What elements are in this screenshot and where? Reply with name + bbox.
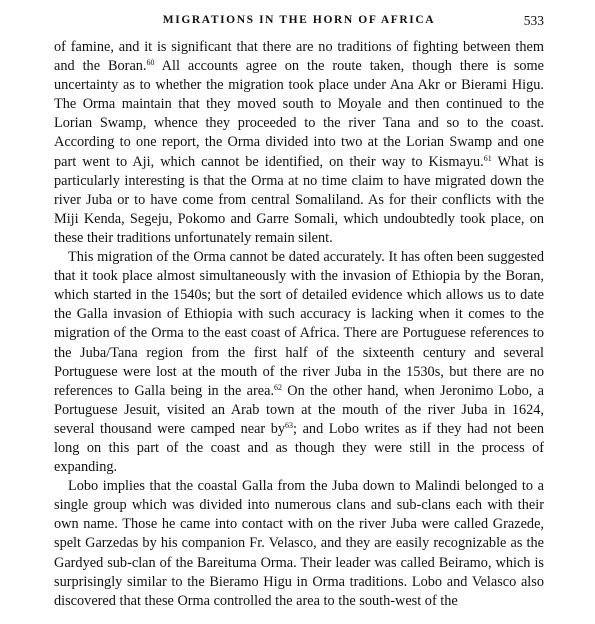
footnote-marker: 60 xyxy=(146,58,155,68)
text-run: Lobo implies that the coastal Galla from the Juba down to Malindi belonged to a single group which was divided into numerous clans and sub-clans each with their own name. Those he came into contact with on the river Juba were called Grazede, spelt Garzedas by his companion Fr. Velasco, and they are easily recognizable as the Gardyed sub-clan of the Bareituma Orma. Their leader was called Beiramo, which is surprisingly similar to the Bieramo Higu in Orma traditions. Lobo and Velasco also discovered that these Orma controlled the area to the south-west of the xyxy=(54,478,544,609)
text-run: On the other hand, when Jeronimo Lobo, a Portuguese Jesuit, visited an Arab town at the mouth of the river Juba in 1624, several thousand were camped near by xyxy=(54,382,544,437)
body-text xyxy=(54,38,544,611)
text-run: of famine, and it is significant that there are no traditions of fighting between them and the Boran. xyxy=(54,39,544,75)
running-header xyxy=(54,14,544,36)
text-run: This migration of the Orma cannot be dated accurately. It has often been suggested that it took place almost simultaneously with the invasion of Ethiopia by the Boran, which started in the 1540s; but the sort of detailed evidence which allows us to date the Galla invasion of Ethiopia with such accuracy is lacking when it comes to the migration of the Orma to the east coast of Africa. There are Portuguese references to the Juba/Tana region from the first half of the sixteenth century and several Portuguese were lost at the mouth of the river Juba in the 1530s, but there are no references to Galla being in the area. xyxy=(54,249,544,399)
footnote-marker: 61 xyxy=(483,153,492,163)
paragraph-1 xyxy=(54,38,544,248)
text-run: ; and Lobo writes as if they had not been long on this part of the coast and as though they were still in the process of expanding. xyxy=(54,420,544,476)
text-run: All accounts agree on the route taken, though there is some uncertainty as to whether the migration took place under Ana Akr or Bierami Higu. The Orma maintain that they moved south to Moyale and then continued to the Lorian Swamp, whence they proceeded to the river Tana and so to the coast. According to one report, the Orma divided into two at the Lorian Swamp and one part went to Aji, which cannot be identified, on their way to Kismayu. xyxy=(54,58,544,170)
book-page xyxy=(54,14,544,611)
paragraph-3 xyxy=(54,477,544,611)
footnote-marker: 62 xyxy=(274,382,283,392)
footnote-marker: 63 xyxy=(285,420,294,430)
paragraph-2 xyxy=(54,248,544,477)
running-title: MIGRATIONS IN THE HORN OF AFRICA xyxy=(162,14,436,26)
page-number: 533 xyxy=(523,13,544,28)
text-run: What is particularly interesting is that the Orma at no time claim to have migrated down the river Juba or to have come from central Somaliland. As for their conflicts with the Miji Kenda, Segeju, Pokomo and Garre Somali, which undoubtedly took place, on these their traditions unfortunately remain silent. xyxy=(54,153,544,246)
